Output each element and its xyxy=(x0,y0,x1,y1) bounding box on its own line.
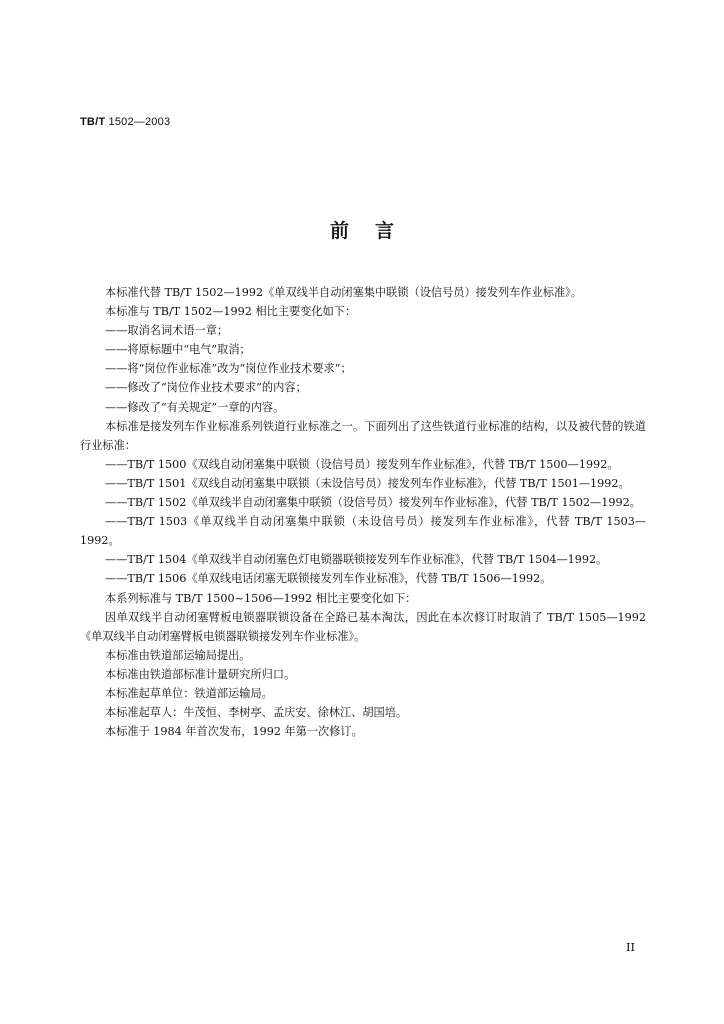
drafting-unit-statement: 本标准起草单位：铁道部运输局。 xyxy=(105,686,273,700)
series-item: ——TB/T 1506《单双线电话闭塞无联锁接发列车作业标准》，代替 TB/T 1506—1992。 xyxy=(105,572,552,586)
change-item: ——修改了“有关规定”一章的内容。 xyxy=(105,400,285,414)
standard-code xyxy=(80,116,170,128)
series-item: ——TB/T 1502《单双线半自动闭塞集中联锁（设信号员）接发列车作业标准》，代替 TB/T 1502—1992。 xyxy=(105,496,641,510)
foreword-body xyxy=(80,283,646,741)
change-item: ——将原标题中“电气”取消； xyxy=(105,343,251,357)
changes-intro: 本标准与 TB/T 1502—1992 相比主要变化如下： xyxy=(105,305,357,319)
change-item: ——取消名词术语一章； xyxy=(105,324,229,338)
series-change-note: 因单双线半自动闭塞臂板电锁器联锁设备在全路已基本淘汰，因此在本次修订时取消了 TB/T 1505—1992《单双线半自动闭塞臂板电锁器联锁接发列车作业标准》。 xyxy=(80,610,646,643)
series-intro: 本标准是接发列车作业标准系列铁道行业标准之一。下面列出了这些铁道行业标准的结构，以及被代替的铁道行业标准： xyxy=(80,419,646,452)
publication-history: 本标准于 1984 年首次发布，1992 年第一次修订。 xyxy=(105,725,363,739)
centralized-unit-statement: 本标准由铁道部标准计量研究所归口。 xyxy=(105,667,296,681)
series-item: ——TB/T 1504《单双线半自动闭塞色灯电锁器联锁接发列车作业标准》，代替 TB/T 1504—1992。 xyxy=(105,553,608,567)
series-item: ——TB/T 1503《单双线半自动闭塞集中联锁（未设信号员）接发列车作业标准》，代替 TB/T 1503—1992。 xyxy=(80,515,646,548)
series-item: ——TB/T 1500《双线自动闭塞集中联锁（设信号员）接发列车作业标准》，代替 TB/T 1500—1992。 xyxy=(105,457,619,471)
proposer-statement: 本标准由铁道部运输局提出。 xyxy=(105,648,251,662)
change-item: ——修改了“岗位作业技术要求”的内容； xyxy=(105,381,307,395)
page-title: 前言 xyxy=(329,220,420,242)
standard-code-number: 1502—2003 xyxy=(108,116,171,128)
page-number: II xyxy=(626,940,636,954)
replacement-statement: 本标准代替 TB/T 1502—1992《单双线半自动闭塞集中联锁（设信号员）接发列车作业标准》。 xyxy=(105,286,582,299)
series-item: ——TB/T 1501《双线自动闭塞集中联锁（未设信号员）接发列车作业标准》，代替 TB/T 1501—1992。 xyxy=(105,476,630,490)
change-item: ——将“岗位作业标准”改为“岗位作业技术要求”； xyxy=(105,362,352,376)
series-changes-intro: 本系列标准与 TB/T 1500~1506—1992 相比主要变化如下： xyxy=(105,591,417,605)
drafters-statement: 本标准起草人：牛茂恒、李树亭、孟庆安、徐林江、胡国培。 xyxy=(105,706,408,720)
standard-code-prefix: TB/T xyxy=(80,116,106,128)
